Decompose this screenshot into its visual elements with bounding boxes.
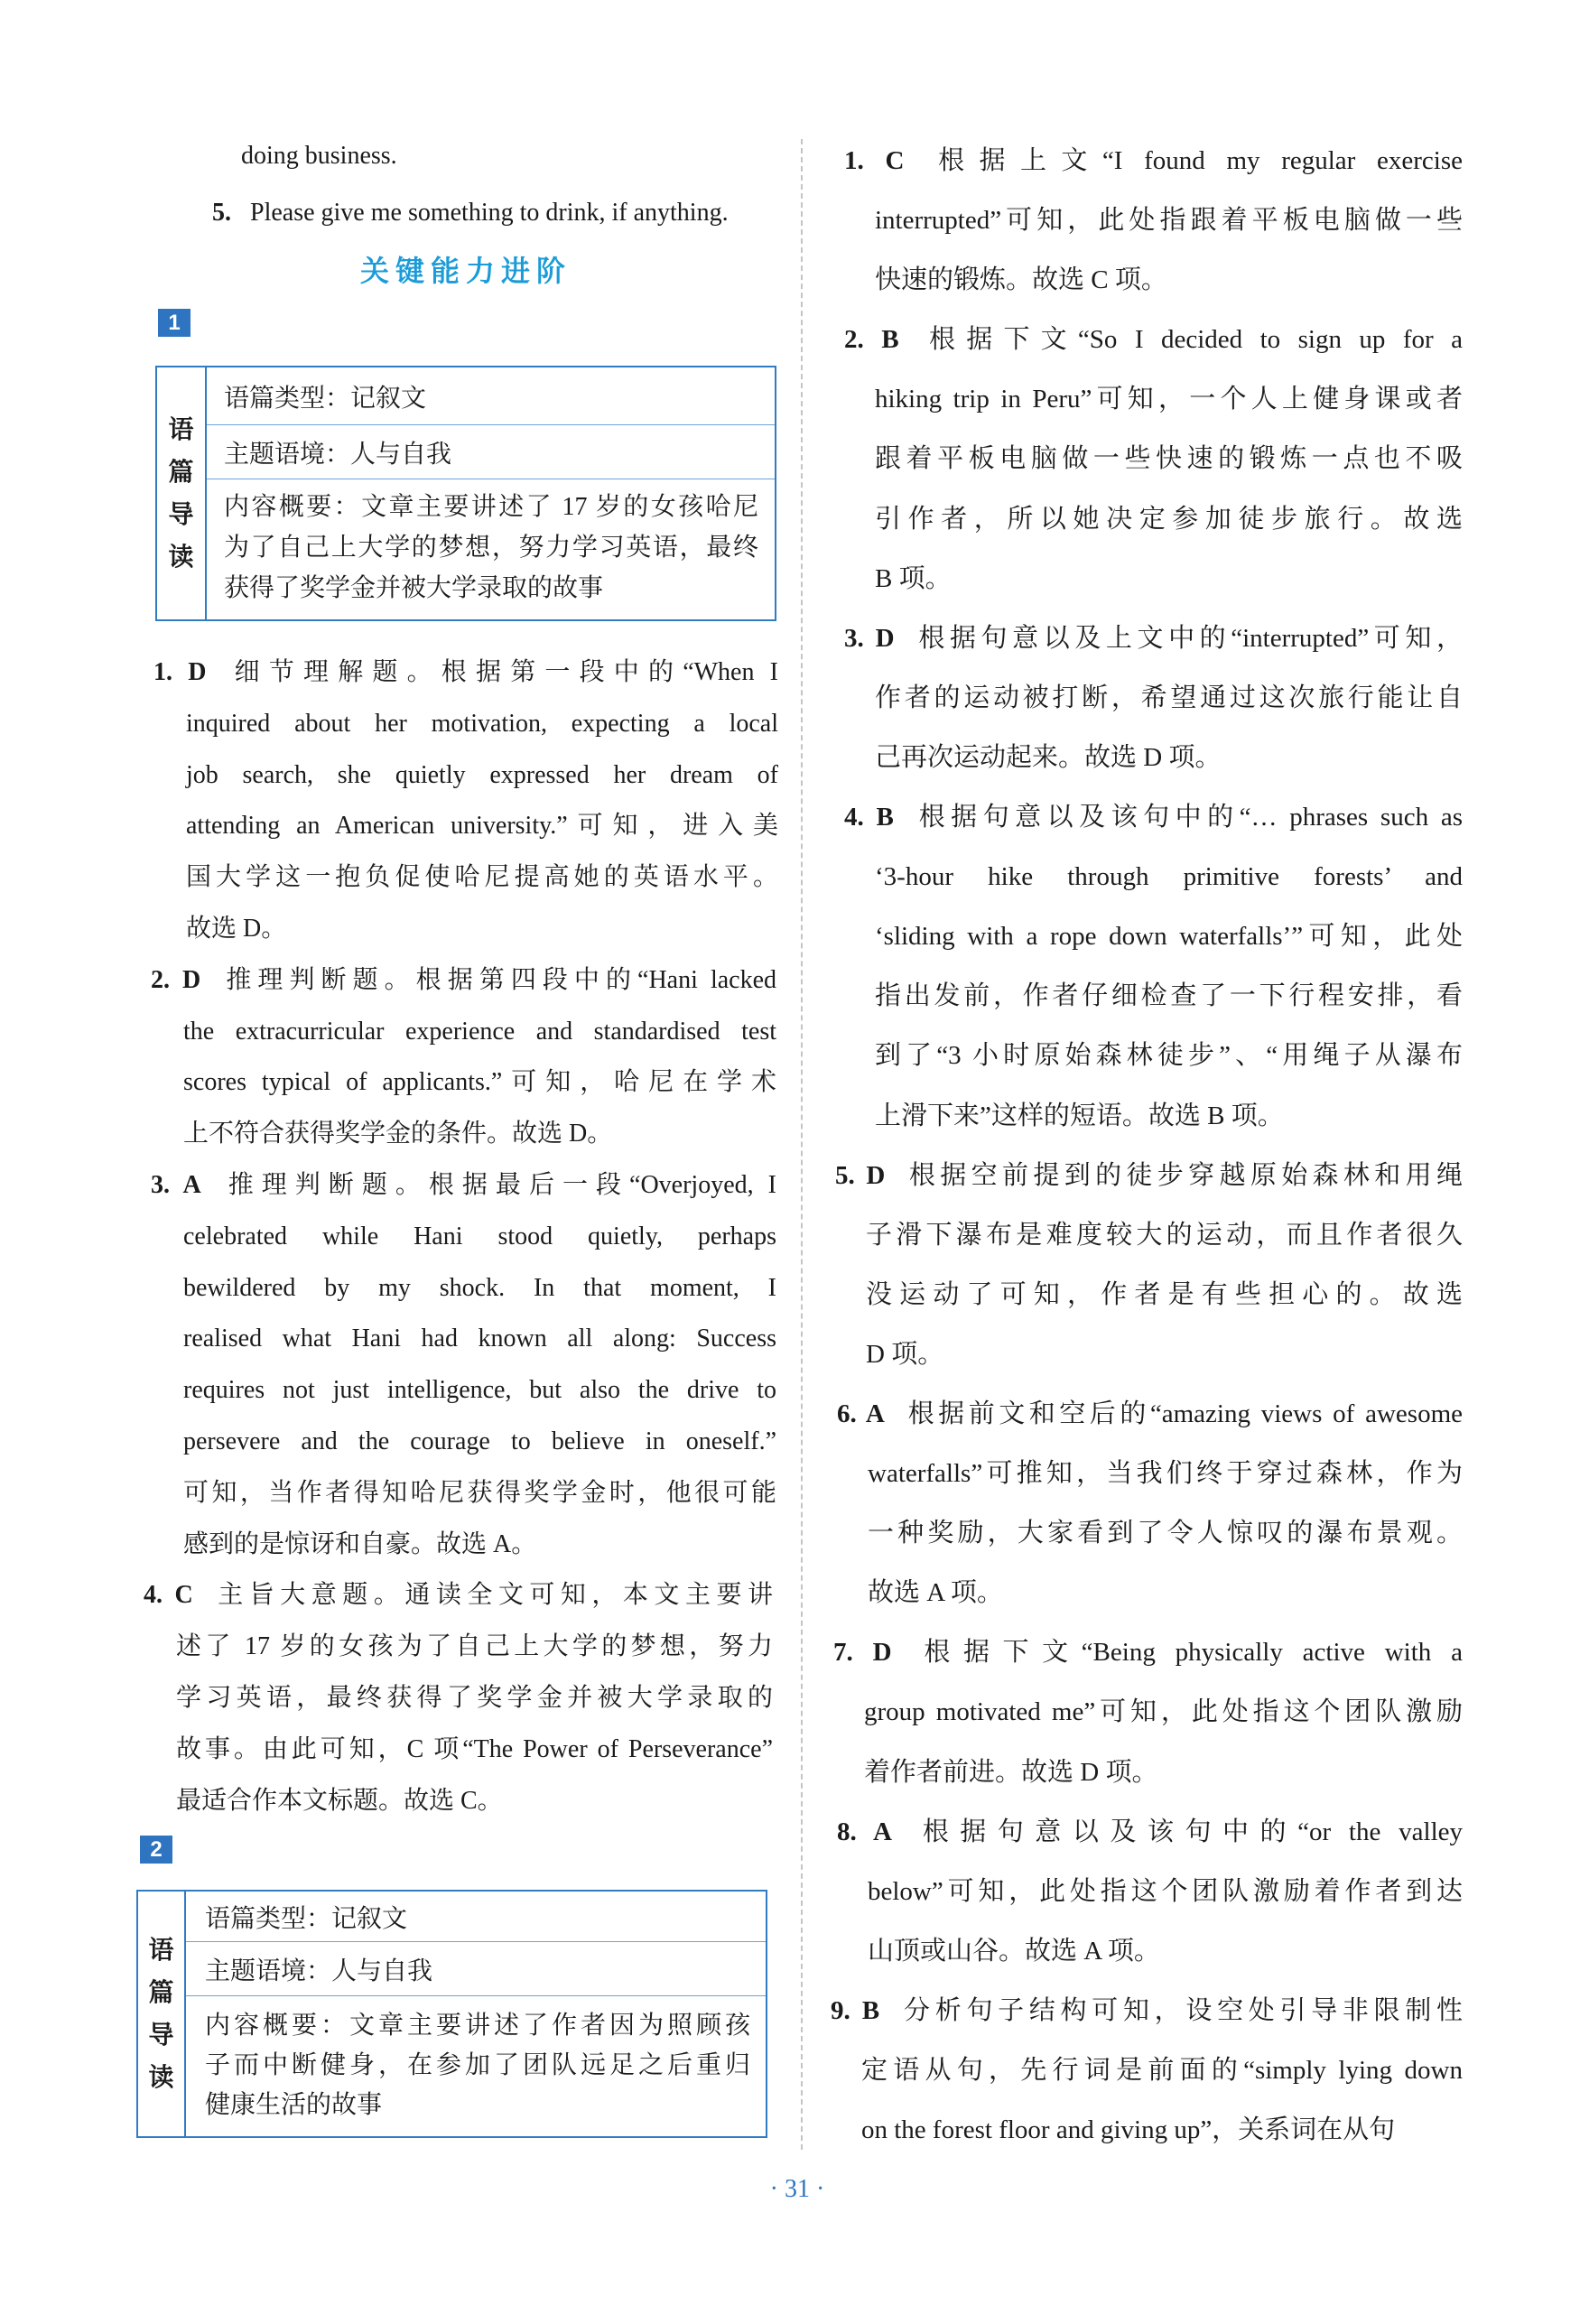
- answer-text: 述了 17 岁的女孩为了自己上大学的梦想，努力: [176, 1632, 773, 1661]
- answer-text: 一种奖励，大家看到了令人惊叹的瀑布景观。: [868, 1519, 1463, 1548]
- answer-first-line: [144, 1570, 773, 1622]
- answer-text: interrupted”可知，此处指跟着平板电脑做一些: [875, 206, 1463, 236]
- summary-line: 获得了奖学金并被大学录取的故事: [224, 574, 604, 602]
- answer-label: 7. D: [833, 1638, 892, 1668]
- answer-first-line: [837, 1802, 1463, 1862]
- answer-label: 4. B: [844, 803, 894, 832]
- answer-text: 快速的锻炼。故选 C 项。: [875, 265, 1167, 295]
- answer-text: scores typical of applicants.”可知，哈尼在学术: [183, 1068, 776, 1097]
- item-number: 5.: [212, 199, 231, 227]
- answer-line: [153, 904, 778, 955]
- answer-line: [844, 250, 1463, 310]
- answer-label: 3. A: [151, 1170, 201, 1199]
- answer-text: 感到的是惊讶和自豪。故选 A。: [183, 1529, 537, 1558]
- answer-line: [151, 1417, 776, 1468]
- answer-text: ‘sliding with a rope down waterfalls’”可知，此处: [875, 922, 1463, 952]
- answer-line: [153, 750, 778, 802]
- summary-line: 内容概要：文章主要讲述了作者因为照顾孩: [205, 2012, 750, 2040]
- answer-line: [144, 1776, 773, 1827]
- answer-label: 1. C: [844, 146, 905, 175]
- answer-first-line: [835, 1146, 1463, 1205]
- guide-side-char: 篇: [168, 458, 194, 487]
- answer-text: attending an American university.”可知，进入美: [186, 812, 778, 841]
- answer-item: [151, 955, 776, 1160]
- answer-line: [833, 1743, 1463, 1802]
- answer-text: 分析句子结构可知，设空处引导非限制性: [904, 1995, 1464, 2025]
- answer-text: 国大学这一抱负促使哈尼提高她的英语水平。: [186, 863, 778, 892]
- answer-text: 引作者，所以她决定参加徒步旅行。故选: [875, 504, 1463, 534]
- answer-line: [844, 191, 1463, 250]
- answer-line: [151, 1007, 776, 1058]
- answer-text: below”可知，此处指这个团队激励着作者到达: [868, 1876, 1463, 1906]
- answer-label: 3. D: [844, 623, 895, 653]
- guide-side-char: 导: [148, 2021, 174, 2050]
- guide-row-theme: 主题语境：人与自我: [186, 1942, 766, 1996]
- answer-text: 子滑下瀑布是难度较大的运动，而且作者很久: [866, 1220, 1463, 1250]
- summary-line: 内容概要：文章主要讲述了 17 岁的女孩哈尼: [224, 493, 758, 521]
- answer-label: 1. D: [153, 658, 207, 686]
- answer-label: 4. C: [144, 1581, 193, 1610]
- answer-line: [837, 1444, 1463, 1503]
- answer-first-line: [837, 1384, 1463, 1444]
- answer-item: [844, 131, 1463, 310]
- answer-line: [151, 1057, 776, 1109]
- passage-badge-1: 1: [158, 309, 191, 337]
- answer-text: 最适合作本文标题。故选 C。: [176, 1786, 503, 1815]
- answer-line: [153, 852, 778, 904]
- answer-first-line: [844, 609, 1463, 668]
- answer-line: [837, 1862, 1463, 1921]
- answer-text: 根据前文和空后的“amazing views of awesome: [907, 1399, 1463, 1428]
- passage-1-answers: [144, 647, 778, 1827]
- answer-label: 8. A: [837, 1817, 892, 1846]
- answer-text: 故选 A 项。: [868, 1578, 1003, 1608]
- answer-line: [844, 847, 1463, 906]
- answer-label: 2. D: [151, 965, 201, 994]
- answer-line: [844, 369, 1463, 429]
- reading-guide-table-2: [136, 1890, 767, 2138]
- answer-text: 指出发前，作者仔细检查了一下行程安排，看: [875, 981, 1463, 1011]
- answer-text: hiking trip in Peru”可知，一个人上健身课或者: [875, 385, 1463, 414]
- answer-text: the extracurricular experience and standardised test: [183, 1017, 776, 1046]
- answer-line: [153, 801, 778, 852]
- answer-text: 没运动了可知，作者是有些担心的。故选: [866, 1279, 1463, 1309]
- guide-row-type: 语篇类型：记叙文: [207, 367, 775, 425]
- answer-line: [144, 1622, 773, 1673]
- answer-line: [844, 966, 1463, 1026]
- answer-line: [844, 668, 1463, 728]
- answer-first-line: [153, 647, 778, 699]
- answer-first-line: [151, 955, 776, 1007]
- answer-item: [833, 1622, 1463, 1801]
- guide-side-label: [157, 367, 207, 619]
- answer-line: [837, 1563, 1463, 1622]
- answer-line: [151, 1468, 776, 1520]
- answer-line: [144, 1673, 773, 1724]
- answer-first-line: [844, 787, 1463, 847]
- answer-line: [844, 549, 1463, 609]
- answer-line: [831, 2100, 1463, 2160]
- answer-text: 学习英语，最终获得了奖学金并被大学录取的: [176, 1683, 773, 1712]
- answer-text: bewildered by my shock. In that moment, I: [183, 1273, 776, 1302]
- answer-item: [153, 647, 778, 955]
- guide-row-summary: [186, 1996, 766, 2136]
- answer-item: [831, 1981, 1463, 2160]
- guide-side-char: 篇: [148, 1978, 174, 2007]
- answer-text: 定语从句，先行词是前面的“simply lying down: [861, 2056, 1463, 2085]
- answer-line: [151, 1365, 776, 1417]
- answer-text: 细节理解题。根据第一段中的“When I: [234, 658, 778, 686]
- answer-text: 跟着平板电脑做一些快速的锻炼一点也不吸: [875, 444, 1463, 474]
- answer-text: 上滑下来”这样的短语。故选 B 项。: [875, 1101, 1284, 1130]
- summary-line: 为了自己上大学的梦想，努力学习英语，最终: [224, 534, 758, 562]
- answer-line: [837, 1503, 1463, 1563]
- answer-text: waterfalls”可推知，当我们终于穿过森林，作为: [868, 1459, 1463, 1489]
- guide-row-summary: [207, 479, 775, 619]
- answer-text: B 项。: [875, 563, 952, 593]
- column-divider: [801, 139, 803, 2150]
- answer-text: 根据下文“Being physically active with a: [924, 1638, 1463, 1668]
- answer-text: 山顶或山谷。故选 A 项。: [868, 1936, 1160, 1966]
- answer-text: 可知，当作者得知哈尼获得奖学金时，他很可能: [183, 1478, 776, 1507]
- guide-side-label: [138, 1892, 186, 2136]
- answer-text: 根据句意以及上文中的“interrupted”可知，: [918, 623, 1463, 653]
- answer-item: [844, 609, 1463, 787]
- answer-first-line: [831, 1981, 1463, 2040]
- answer-line: [835, 1325, 1463, 1384]
- answer-line: [844, 1026, 1463, 1085]
- answer-line: [833, 1682, 1463, 1742]
- answer-text: 己再次运动起来。故选 D 项。: [875, 742, 1222, 772]
- answer-text: 故选 D。: [186, 914, 287, 943]
- passage-2-answers: [831, 131, 1464, 2160]
- answer-line: [844, 489, 1463, 549]
- answer-first-line: [151, 1160, 776, 1212]
- answer-item: [844, 310, 1463, 608]
- answer-text: 根据上文“I found my regular exercise: [938, 146, 1463, 175]
- guide-side-char: 读: [168, 543, 194, 572]
- answer-line: [151, 1520, 776, 1571]
- guide-side-char: 语: [168, 415, 194, 444]
- continuation-line: doing business.: [241, 142, 397, 170]
- answer-text: 上不符合获得奖学金的条件。故选 D。: [183, 1120, 613, 1148]
- answer-line: [153, 699, 778, 750]
- answer-line: [831, 2040, 1463, 2100]
- summary-line: 子而中断健身，在参加了团队远足之后重归: [205, 2051, 750, 2079]
- answer-label: 2. B: [844, 325, 899, 355]
- summary-line: 健康生活的故事: [205, 2091, 383, 2119]
- answer-line: [844, 728, 1463, 787]
- answer-text: on the forest floor and giving up”，关系词在从句: [861, 2115, 1396, 2145]
- answer-text: 故事。由此可知，C 项“The Power of Perseverance”: [176, 1734, 773, 1763]
- answer-line: [844, 1086, 1463, 1146]
- answer-line: [835, 1205, 1463, 1265]
- answer-item: [144, 1570, 773, 1827]
- answer-label: 6. A: [837, 1399, 885, 1428]
- answer-text: ‘3-hour hike through primitive forests’ and: [875, 862, 1463, 892]
- answer-item: [837, 1384, 1463, 1622]
- answer-line: [844, 429, 1463, 488]
- answer-line: [151, 1212, 776, 1263]
- guide-side-char: 语: [148, 1936, 174, 1965]
- answer-text: 作者的运动被打断，希望通过这次旅行能让自: [875, 683, 1463, 712]
- answer-line: [837, 1921, 1463, 1981]
- answer-item: [837, 1802, 1463, 1981]
- answer-text: realised what Hani had known all along: Success: [183, 1325, 776, 1353]
- answer-text: requires not just intelligence, but also the drive to: [183, 1376, 776, 1405]
- answer-line: [151, 1109, 776, 1160]
- answer-text: 推理判断题。根据第四段中的“Hani lacked: [226, 965, 777, 994]
- answer-item: [844, 787, 1463, 1146]
- answer-line: [151, 1314, 776, 1365]
- answer-line: [844, 906, 1463, 966]
- answer-text: 到了“3 小时原始森林徒步”、“用绳子从瀑布: [875, 1041, 1463, 1071]
- answer-text: 根据空前提到的徒步穿越原始森林和用绳: [908, 1160, 1463, 1190]
- answer-first-line: [844, 310, 1463, 369]
- guide-row-theme: 主题语境：人与自我: [207, 425, 775, 479]
- answer-line: [151, 1263, 776, 1315]
- answer-text: inquired about her motivation, expecting a local: [186, 709, 778, 738]
- guide-side-char: 读: [148, 2063, 174, 2092]
- answer-text: 根据下文“So I decided to sign up for a: [929, 325, 1464, 355]
- answer-item: [835, 1146, 1463, 1384]
- guide-side-char: 导: [168, 500, 194, 529]
- answer-item: [151, 1160, 776, 1570]
- item-text: Please give me something to drink, if anything.: [250, 199, 729, 227]
- answer-text: 主旨大意题。通读全文可知，本文主要讲: [218, 1581, 773, 1610]
- passage-badge-2: 2: [140, 1836, 172, 1864]
- answer-text: job search, she quietly expressed her dream of: [186, 760, 778, 789]
- answer-label: 5. D: [835, 1160, 886, 1190]
- page-number: · 31 ·: [769, 2175, 825, 2203]
- sentence-item-5: [212, 187, 776, 238]
- reading-guide-table-1: [155, 366, 776, 621]
- answer-text: 根据句意以及该句中的“… phrases such as: [918, 803, 1463, 832]
- answer-text: persevere and the courage to believe in oneself.”: [183, 1427, 776, 1455]
- answer-text: group motivated me”可知，此处指这个团队激励: [864, 1697, 1463, 1727]
- answer-text: 着作者前进。故选 D 项。: [864, 1757, 1158, 1787]
- guide-row-type: 语篇类型：记叙文: [186, 1892, 766, 1942]
- answer-label: 9. B: [831, 1995, 880, 2025]
- answer-text: D 项。: [866, 1339, 944, 1369]
- answer-line: [835, 1265, 1463, 1325]
- section-heading: 关键能力进阶: [359, 255, 572, 287]
- answer-line: [144, 1724, 773, 1776]
- answer-first-line: [833, 1622, 1463, 1682]
- answer-text: 推理判断题。根据最后一段“Overjoyed, I: [228, 1170, 776, 1199]
- answer-text: celebrated while Hani stood quietly, perhaps: [183, 1222, 776, 1250]
- answer-first-line: [844, 131, 1463, 191]
- answer-text: 根据句意以及该句中的“or the valley: [922, 1817, 1463, 1846]
